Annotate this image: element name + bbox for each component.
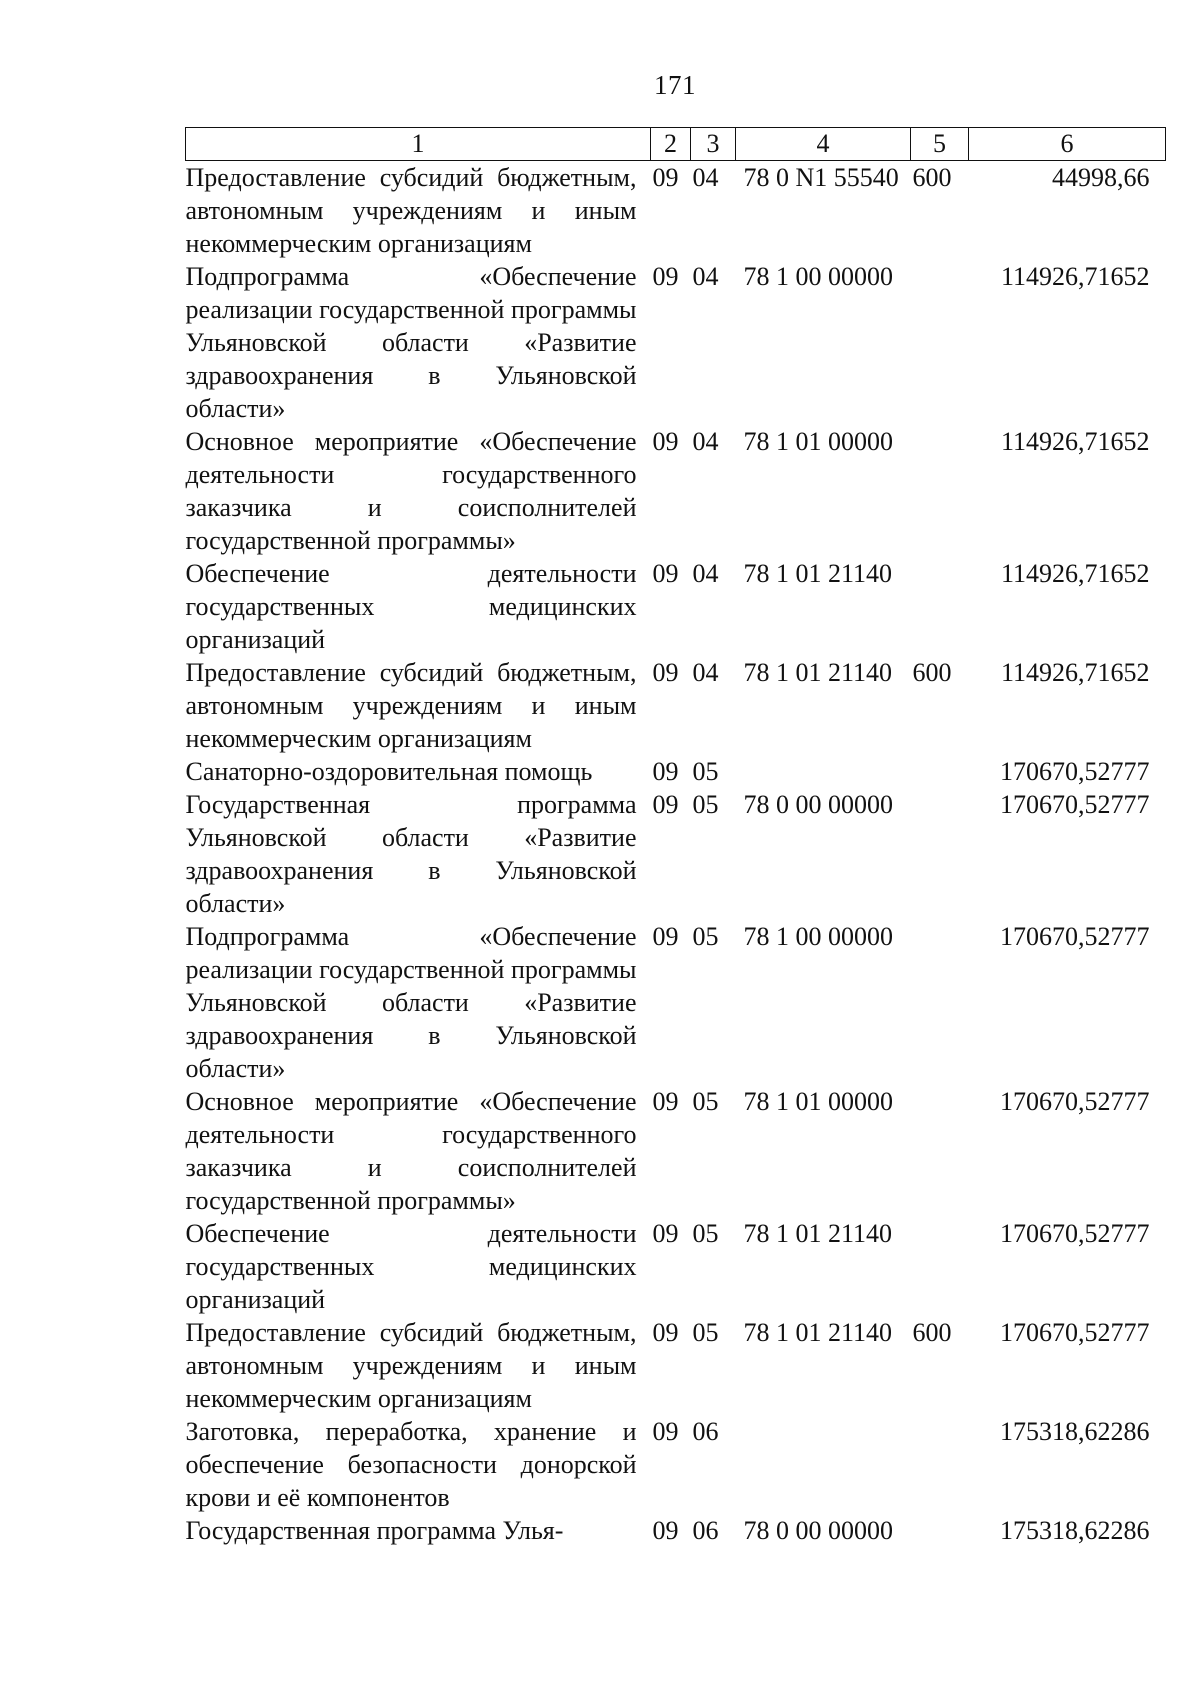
budget-table (185, 127, 1166, 1547)
cell-target-article: 78 1 00 00000 (743, 262, 893, 291)
table-row (186, 755, 1166, 788)
cell-subsection: 04 (692, 427, 719, 456)
cell-target-article: 78 1 01 21140 (743, 1219, 893, 1248)
header-row (186, 128, 1166, 161)
cell-section: 09 (652, 922, 679, 951)
cell-section: 09 (652, 163, 679, 192)
cell-expense-type (911, 755, 969, 788)
cell-expense-type: 600 (912, 1318, 952, 1347)
cell-amount: 114926,71652 (1000, 262, 1150, 291)
table-header (186, 128, 1166, 161)
column-header-target-article: 4 (736, 128, 911, 161)
table-row (186, 557, 1166, 656)
cell-name: Санаторно-оздоровительная помощь (185, 757, 593, 786)
cell-expense-type (911, 1217, 969, 1316)
cell-section: 09 (652, 1516, 679, 1545)
table-row (186, 161, 1166, 261)
column-header-name: 1 (186, 128, 651, 161)
cell-subsection: 05 (692, 1318, 719, 1347)
cell-target-article: 78 1 01 00000 (743, 1087, 893, 1116)
cell-name: Заготовка, переработка, хранение и обеспечение безопасности донорской крови и её компонентов (185, 1417, 637, 1512)
cell-subsection: 05 (692, 1087, 719, 1116)
cell-section: 09 (652, 1417, 679, 1446)
cell-target-article: 78 0 00 00000 (743, 790, 893, 819)
cell-target-article: 78 0 N1 55540 (743, 163, 899, 192)
cell-name: Подпрограмма «Обеспечение реализации государственной программы Ульяновской области «Развитие здравоохранения в Ульяновской области» (185, 262, 637, 423)
cell-name: Государственная программа Улья- (185, 1516, 564, 1545)
table-row (186, 1316, 1166, 1415)
cell-amount: 44998,66 (1052, 163, 1150, 192)
cell-target-article (736, 755, 911, 788)
cell-amount: 170670,52777 (1000, 1087, 1150, 1116)
cell-section: 09 (652, 757, 679, 786)
column-header-expense-type: 5 (911, 128, 969, 161)
cell-amount: 170670,52777 (1000, 1318, 1150, 1347)
cell-amount: 114926,71652 (1000, 658, 1150, 687)
table-row (186, 788, 1166, 920)
budget-table-container (185, 127, 1165, 1547)
cell-amount: 175318,62286 (1000, 1516, 1150, 1545)
cell-expense-type (911, 425, 969, 557)
cell-target-article: 78 1 00 00000 (743, 922, 893, 951)
cell-section: 09 (652, 790, 679, 819)
cell-target-article: 78 1 01 00000 (743, 427, 893, 456)
cell-target-article: 78 1 01 21140 (743, 658, 893, 687)
cell-target-article: 78 1 01 21140 (743, 1318, 893, 1347)
cell-amount: 114926,71652 (1000, 559, 1150, 588)
cell-subsection: 05 (692, 1219, 719, 1248)
cell-subsection: 04 (692, 658, 719, 687)
cell-expense-type (911, 260, 969, 425)
table-body (186, 161, 1166, 1548)
cell-expense-type (911, 788, 969, 920)
cell-subsection: 04 (692, 163, 719, 192)
cell-name: Государственная программа Ульяновской области «Развитие здравоохранения в Ульяновской области» (185, 790, 637, 918)
table-row (186, 1085, 1166, 1217)
cell-name: Обеспечение деятельности государственных медицинских организаций (185, 1219, 637, 1314)
cell-amount: 170670,52777 (1000, 1219, 1150, 1248)
cell-section: 09 (652, 1219, 679, 1248)
cell-target-article (736, 1415, 911, 1514)
cell-section: 09 (652, 427, 679, 456)
table-row (186, 425, 1166, 557)
column-header-amount: 6 (969, 128, 1166, 161)
cell-expense-type (911, 1415, 969, 1514)
cell-subsection: 06 (692, 1516, 719, 1545)
cell-name: Основное мероприятие «Обеспечение деятельности государственного заказчика и соисполнителей государственной программы» (185, 1087, 637, 1215)
cell-amount: 170670,52777 (1000, 757, 1150, 786)
cell-name: Обеспечение деятельности государственных медицинских организаций (185, 559, 637, 654)
cell-expense-type (911, 1085, 969, 1217)
cell-subsection: 05 (692, 922, 719, 951)
table-row (186, 1415, 1166, 1514)
cell-name: Предоставление субсидий бюджетным, автономным учреждениям и иным некоммерческим организациям (185, 1318, 637, 1413)
table-row (186, 920, 1166, 1085)
table-row (186, 656, 1166, 755)
cell-subsection: 05 (692, 790, 719, 819)
cell-amount: 175318,62286 (1000, 1417, 1150, 1446)
column-header-subsection: 3 (691, 128, 736, 161)
cell-expense-type (911, 920, 969, 1085)
cell-section: 09 (652, 658, 679, 687)
cell-target-article: 78 0 00 00000 (743, 1516, 893, 1545)
cell-subsection: 04 (692, 559, 719, 588)
cell-section: 09 (652, 1087, 679, 1116)
cell-name: Подпрограмма «Обеспечение реализации государственной программы Ульяновской области «Развитие здравоохранения в Ульяновской области» (185, 922, 637, 1083)
cell-expense-type: 600 (912, 658, 952, 687)
cell-amount: 114926,71652 (1000, 427, 1150, 456)
cell-subsection: 05 (692, 757, 719, 786)
cell-expense-type: 600 (912, 163, 952, 192)
cell-name: Предоставление субсидий бюджетным, автономным учреждениям и иным некоммерческим организациям (185, 658, 637, 753)
cell-expense-type (911, 1514, 969, 1547)
cell-target-article: 78 1 01 21140 (743, 559, 893, 588)
cell-amount: 170670,52777 (1000, 922, 1150, 951)
cell-subsection: 06 (692, 1417, 719, 1446)
table-row (186, 1514, 1166, 1547)
cell-name: Предоставление субсидий бюджетным, автономным учреждениям и иным некоммерческим организациям (185, 163, 637, 258)
table-row (186, 1217, 1166, 1316)
page-number: 171 (654, 70, 696, 100)
cell-expense-type (911, 557, 969, 656)
cell-amount: 170670,52777 (1000, 790, 1150, 819)
cell-name: Основное мероприятие «Обеспечение деятельности государственного заказчика и соисполнителей государственной программы» (185, 427, 637, 555)
cell-subsection: 04 (692, 262, 719, 291)
table-row (186, 260, 1166, 425)
cell-section: 09 (652, 1318, 679, 1347)
cell-section: 09 (652, 559, 679, 588)
column-header-section: 2 (651, 128, 691, 161)
cell-section: 09 (652, 262, 679, 291)
